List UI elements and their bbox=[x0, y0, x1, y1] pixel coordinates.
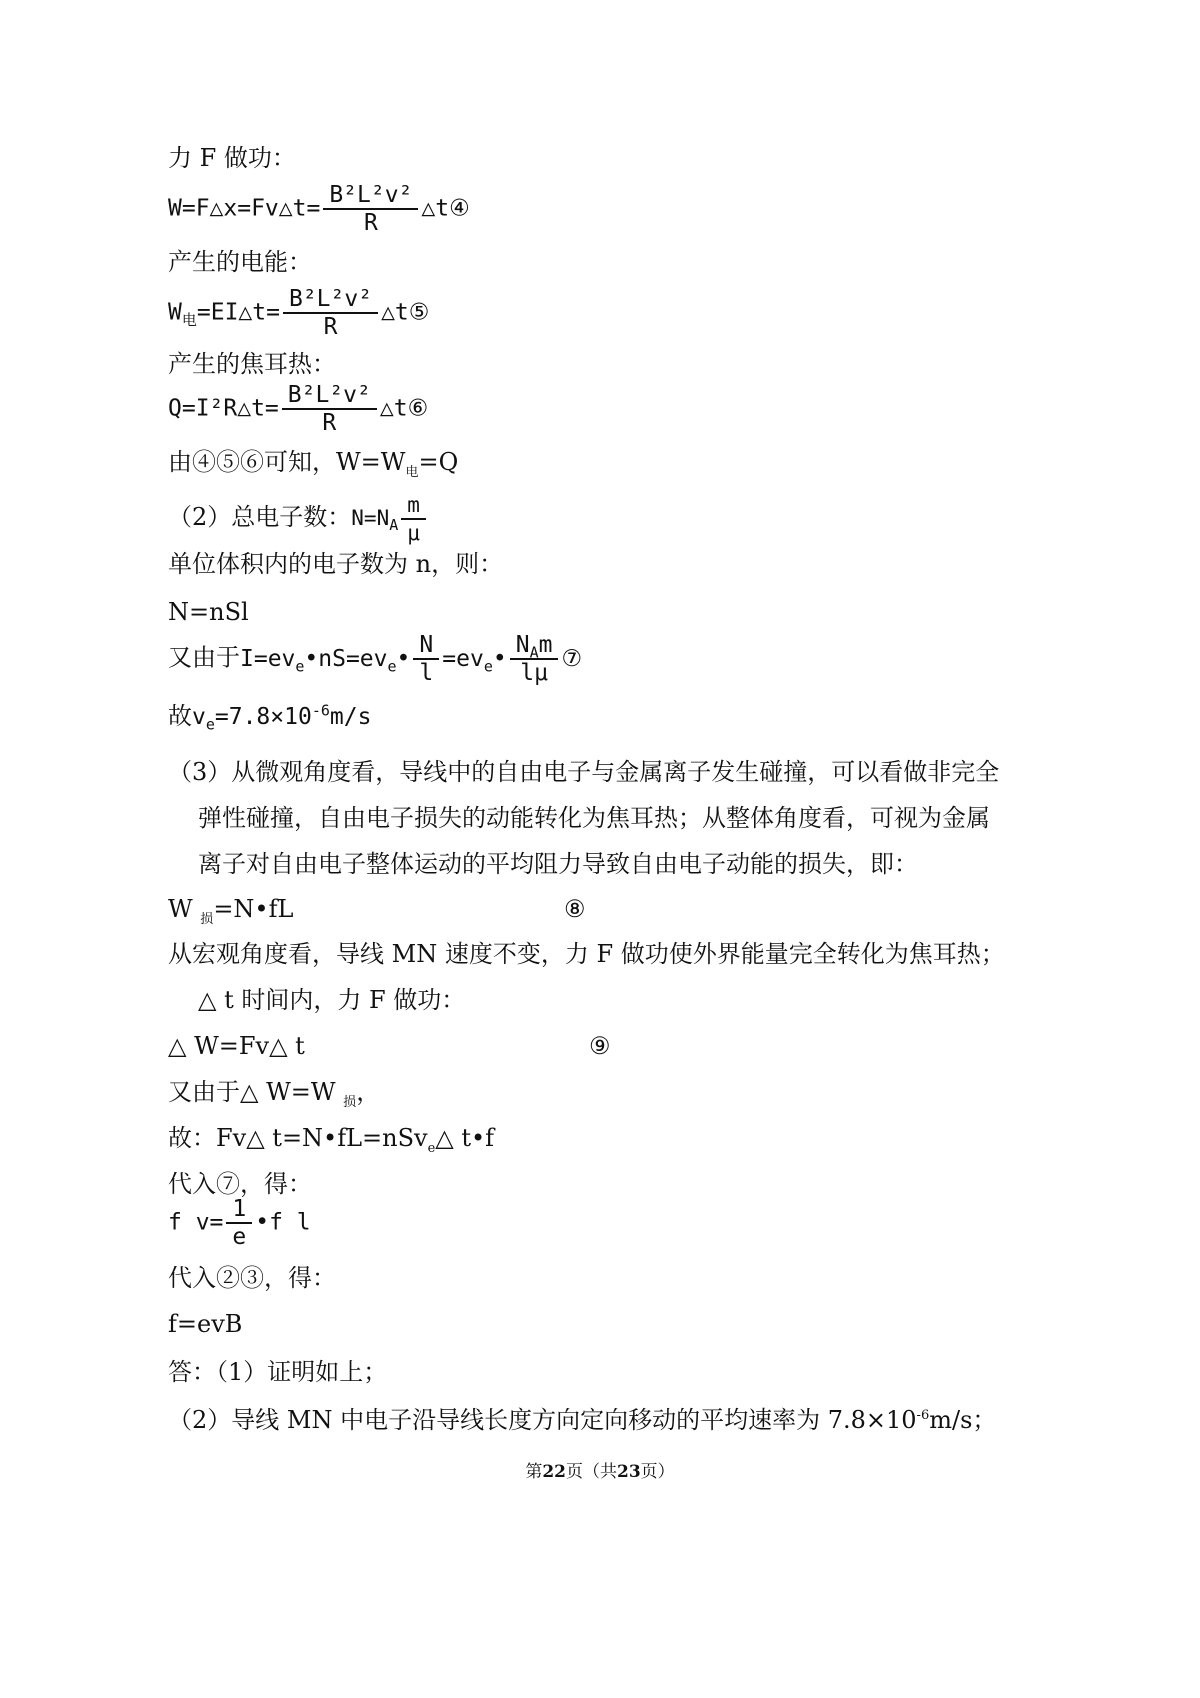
i-eq-num2-n: N bbox=[515, 632, 530, 658]
therefore-2a: 故：Fv△ t=N•fL=nSv bbox=[168, 1124, 428, 1152]
therefore-text: 故 bbox=[168, 702, 192, 730]
fv-right: •f l bbox=[255, 1209, 311, 1236]
i-eq-c: • bbox=[396, 645, 411, 672]
n-eq-left: N=N bbox=[351, 506, 390, 530]
footer-b: 页（共 bbox=[566, 1462, 617, 1482]
eq6-denominator: R bbox=[322, 410, 337, 436]
i-eq-fraction2 bbox=[510, 632, 559, 686]
therefore-2b: △ t•f bbox=[435, 1124, 495, 1152]
eq6-right: △t⑥ bbox=[379, 395, 429, 422]
fv-denominator: e bbox=[232, 1224, 247, 1250]
i-eq-e: • bbox=[492, 645, 507, 672]
also-since-text: 又由于 bbox=[168, 643, 240, 672]
part2-label: （2）总电子数： bbox=[168, 503, 352, 531]
fv-fraction bbox=[226, 1196, 252, 1250]
i-eq-a: I=ev bbox=[240, 645, 296, 672]
page-number: 22 bbox=[542, 1462, 566, 1482]
also-since-2-sub: 损 bbox=[343, 1094, 357, 1110]
f-result-line: f=evB bbox=[168, 1310, 243, 1338]
n-eq-sub: A bbox=[389, 516, 399, 535]
i-eq-den1: l bbox=[419, 660, 434, 686]
electric-energy-label: 产生的电能： bbox=[168, 248, 312, 276]
n-eq-denominator: μ bbox=[407, 521, 420, 545]
n-equation bbox=[351, 493, 429, 545]
footer-a: 第 bbox=[525, 1462, 543, 1482]
eq4-numerator: B²L²v² bbox=[323, 182, 418, 210]
force-work-label: 力 F 做功： bbox=[168, 144, 296, 172]
page-total: 23 bbox=[617, 1462, 641, 1482]
w-loss-a: W bbox=[168, 895, 201, 923]
substitute-23-line: 代入②③，得： bbox=[168, 1264, 336, 1292]
part2-total-electrons bbox=[168, 492, 1200, 545]
ve-sub: e bbox=[205, 715, 215, 734]
equation-6 bbox=[168, 382, 428, 436]
fv-numerator: 1 bbox=[226, 1196, 252, 1224]
i-eq-sub2: e bbox=[387, 657, 397, 676]
n-eq-numerator: m bbox=[401, 492, 426, 520]
ve-a: v bbox=[192, 704, 206, 730]
eq4-right: △t④ bbox=[421, 195, 470, 222]
conclusion-tail: =Q bbox=[418, 448, 459, 476]
i-eq-den2: lμ bbox=[520, 660, 548, 686]
eq5-w: W bbox=[168, 299, 182, 326]
fv-left: f v= bbox=[168, 1209, 224, 1236]
i-eq-sub1: e bbox=[295, 657, 305, 676]
fv-formula bbox=[168, 1196, 311, 1250]
ve-result-line bbox=[168, 700, 1200, 733]
conclusion-text: 由④⑤⑥可知，W=W bbox=[168, 448, 406, 476]
i-eq-b: •nS=ev bbox=[304, 645, 388, 672]
marker-8: ⑧ bbox=[564, 895, 586, 923]
eq6-fraction bbox=[282, 382, 377, 436]
eq4-fraction bbox=[323, 182, 418, 236]
eq5-left: =EI△t= bbox=[196, 299, 280, 326]
w-loss-b: =N•fL bbox=[213, 895, 294, 923]
therefore-2-line bbox=[168, 1122, 1200, 1154]
ve-sup: -6 bbox=[311, 701, 330, 720]
part3-line-3: 离子对自由电子整体运动的平均阻力导致自由电子动能的损失，即： bbox=[198, 850, 918, 878]
conclusion-sub: 电 bbox=[405, 464, 419, 480]
answer-2a: （2）导线 MN 中电子沿导线长度方向定向移动的平均速率为 7.8×10 bbox=[168, 1406, 917, 1434]
equation-7-line bbox=[168, 632, 1200, 688]
joule-heat-label: 产生的焦耳热： bbox=[168, 350, 336, 378]
eq5-fraction bbox=[283, 286, 378, 340]
i-eq-fraction1 bbox=[413, 632, 439, 686]
eq4-left: W=F△x=Fv△t= bbox=[168, 195, 321, 222]
conclusion-line bbox=[168, 446, 1200, 478]
eq4-denominator: R bbox=[363, 210, 378, 236]
page-footer bbox=[0, 1456, 1200, 1488]
answer-2-line bbox=[168, 1404, 1200, 1436]
equation-5 bbox=[168, 286, 429, 340]
i-eq-sub3: e bbox=[483, 657, 493, 676]
delta-w-line: △ W=Fv△ t bbox=[168, 1032, 305, 1060]
part3-line-2: 弹性碰撞，自由电子损失的动能转化为焦耳热；从整体角度看，可视为金属 bbox=[198, 804, 990, 832]
i-eq-d: =ev bbox=[442, 645, 484, 672]
also-since-2b: ， bbox=[356, 1078, 381, 1106]
answer-2-sup: -6 bbox=[916, 1408, 930, 1423]
ve-b: =7.8×10 bbox=[214, 704, 312, 730]
also-since-2-line bbox=[168, 1076, 1200, 1108]
therefore-2-sub: e bbox=[427, 1140, 436, 1156]
also-since-2a: 又由于△ W=W bbox=[168, 1078, 344, 1106]
answer-1-line: 答：（1）证明如上； bbox=[168, 1358, 388, 1386]
i-eq-num2 bbox=[510, 632, 559, 660]
i-eq-num1: N bbox=[413, 632, 439, 660]
substitute-7-line: 代入⑦，得： bbox=[168, 1170, 312, 1198]
footer-c: 页） bbox=[640, 1462, 675, 1482]
eq5-subscript: 电 bbox=[181, 311, 197, 330]
n-formula-line: N=nSl bbox=[168, 598, 249, 626]
i-eq-num2-m: m bbox=[538, 632, 553, 658]
macro-view-line: 从宏观角度看，导线 MN 速度不变，力 F 做功使外界能量完全转化为焦耳热； bbox=[168, 940, 1005, 968]
marker-9: ⑨ bbox=[589, 1032, 611, 1060]
i-eq-num2-sub: A bbox=[529, 643, 539, 662]
eq5-denominator: R bbox=[323, 314, 338, 340]
ve-c: m/s bbox=[329, 704, 372, 730]
answer-2b: m/s； bbox=[929, 1406, 997, 1434]
eq6-left: Q=I²R△t= bbox=[168, 395, 279, 422]
w-loss-sub: 损 bbox=[200, 911, 214, 927]
i-eq-marker: ⑦ bbox=[561, 645, 583, 672]
eq5-numerator: B²L²v² bbox=[283, 286, 378, 314]
per-volume-line: 单位体积内的电子数为 n，则： bbox=[168, 550, 504, 578]
ve-formula bbox=[192, 701, 372, 734]
delta-t-work-line: △ t 时间内，力 F 做功： bbox=[198, 986, 466, 1014]
equation-4 bbox=[168, 182, 470, 236]
n-eq-fraction bbox=[401, 492, 426, 546]
eq5-right: △t⑤ bbox=[381, 299, 430, 326]
eq6-numerator: B²L²v² bbox=[282, 382, 377, 410]
part3-line-1: （3）从微观角度看，导线中的自由电子与金属离子发生碰撞，可以看做非完全 bbox=[168, 758, 1000, 786]
